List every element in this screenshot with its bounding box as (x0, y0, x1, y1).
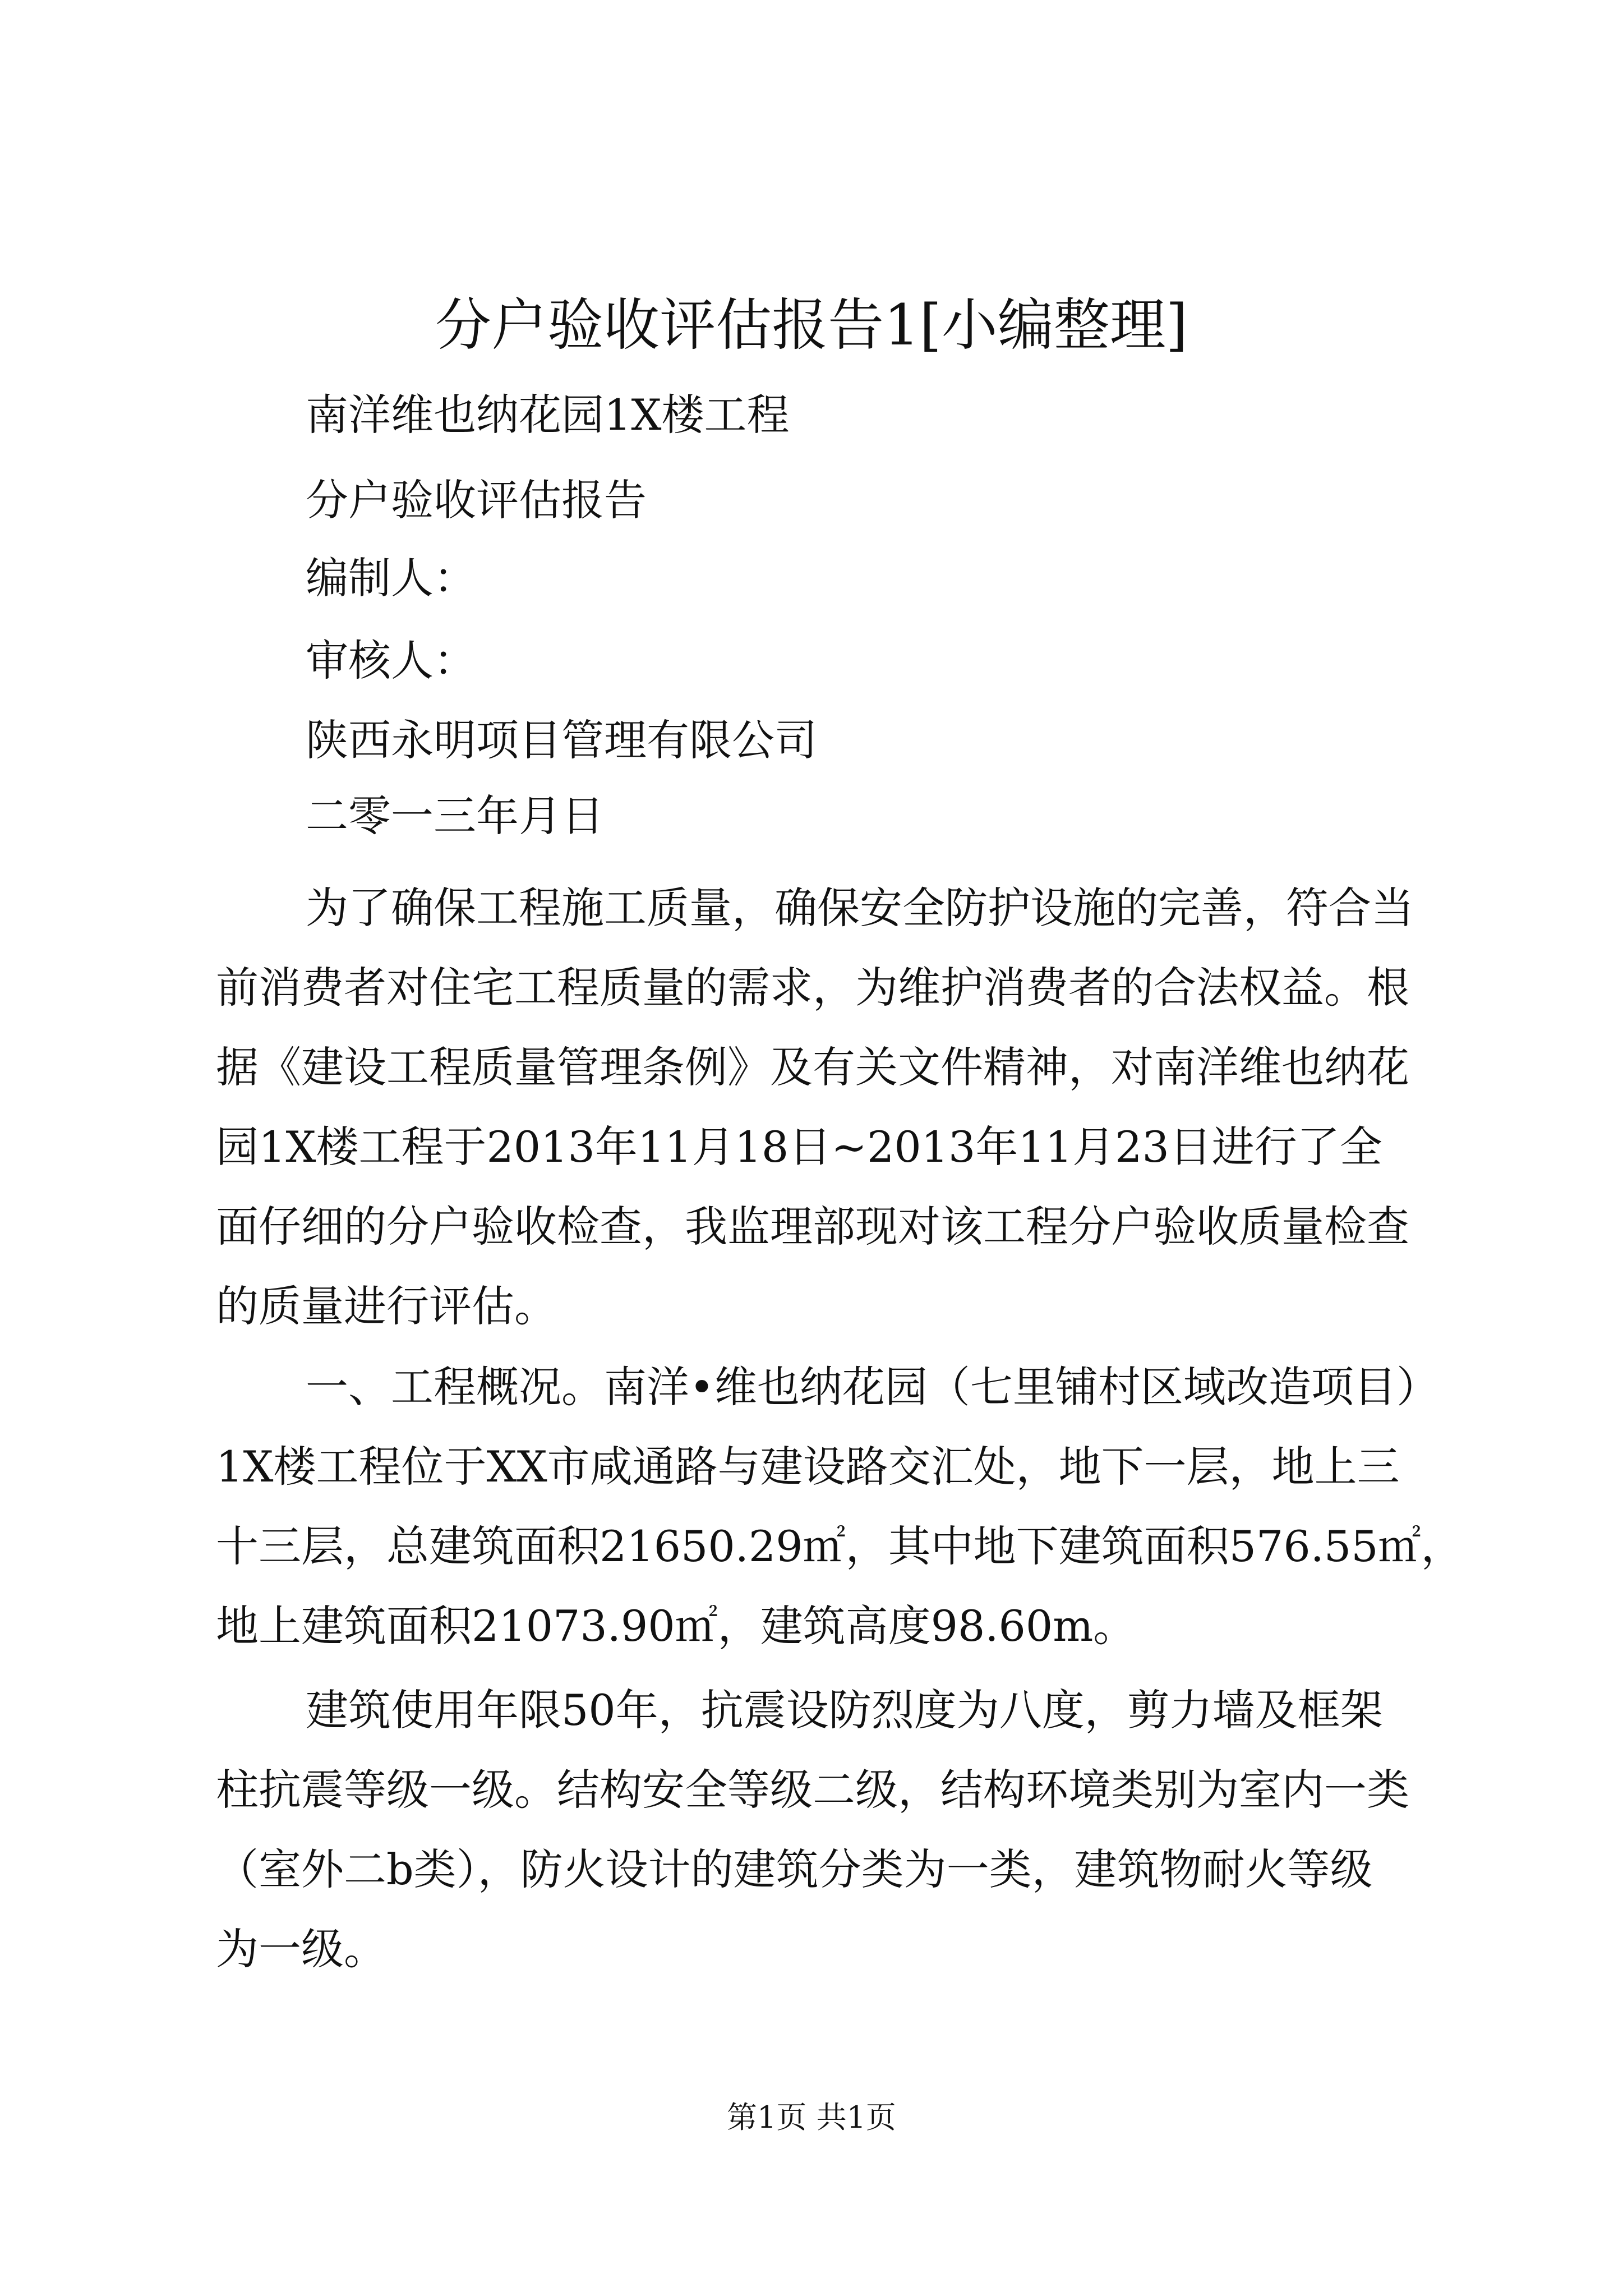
text-line: 柱抗震等级一级。结构安全等级二级，结构环境类别为室内一类 (216, 1765, 1409, 1815)
cover-date: 二零一三年月日 (306, 791, 604, 841)
cover-project-name: 南洋维也纳花园1X楼工程 (306, 390, 790, 440)
text-line: 的质量进行评估。 (216, 1281, 557, 1331)
cover-company-name: 陕西永明项目管理有限公司 (306, 715, 817, 765)
body-paragraph-3 (216, 1671, 1416, 1989)
text-line: 面仔细的分户验收检查，我监理部现对该工程分户验收质量检查 (216, 1202, 1409, 1251)
text-line: 十三层，总建筑面积21650.29㎡，其中地下建筑面积576.55㎡， (216, 1521, 1464, 1571)
text-line: 一、工程概况。南洋•维也纳花园（七里铺村区域改造项目） (306, 1362, 1439, 1412)
text-line: 建筑使用年限50年，抗震设防烈度为八度，剪力墙及框架 (306, 1685, 1383, 1735)
text-line: 园1X楼工程于2013年11月18日~2013年11月23日进行了全 (216, 1122, 1382, 1172)
text-line: （室外二b类），防火设计的建筑分类为一类，建筑物耐火等级 (216, 1844, 1373, 1894)
text-line: 1X楼工程位于XX市咸通路与建设路交汇处，地下一层，地上三 (216, 1442, 1400, 1492)
text-line: 为一级。 (216, 1924, 386, 1974)
text-line: 前消费者对住宅工程质量的需求，为维护消费者的合法权益。根 (216, 963, 1409, 1013)
body-paragraph-2 (216, 1347, 1464, 1666)
cover-compiler-label: 编制人： (306, 553, 476, 603)
text-line: 地上建筑面积21073.90㎡，建筑高度98.60m。 (216, 1601, 1136, 1651)
text-line: 据《建设工程质量管理条例》及有关文件精神，对南洋维也纳花 (216, 1042, 1409, 1092)
page-footer: 第1页 共1页 (727, 2100, 896, 2135)
cover-reviewer-label: 审核人： (306, 636, 476, 685)
cover-report-name: 分户验收评估报告 (306, 475, 647, 525)
text-line: 为了确保工程施工质量，确保安全防护设施的完善，符合当 (306, 883, 1414, 933)
body-paragraph-1 (216, 868, 1416, 1346)
document-title: 分户验收评估报告1[小编整理] (435, 292, 1188, 358)
